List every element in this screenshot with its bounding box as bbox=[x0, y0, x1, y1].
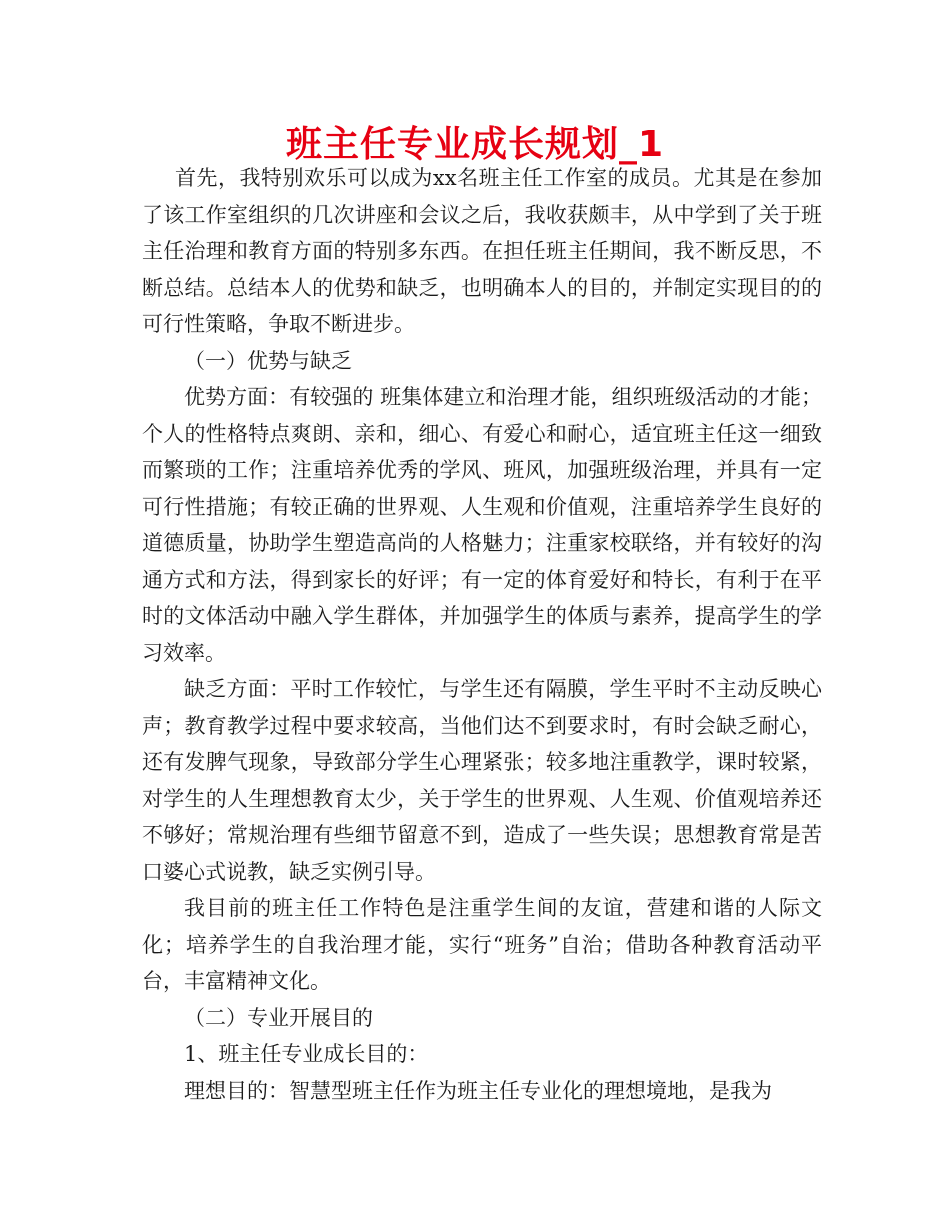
intro-paragraph: 首先，我特别欢乐可以成为xx名班主任工作室的成员。尤其是在参加了该工作室组织的几次讲座和会议之后，我收获颇丰，从中学到了关于班主任治理和教育方面的特别多东西。在担任班主任期间，我不断反思，不断总结。总结本人的优势和缺乏，也明确本人的目的，并制定实现目的的可行性策略，争取不断进步。 bbox=[142, 166, 822, 336]
features-paragraph: 我目前的班主任工作特色是注重学生间的友谊，营建和谐的人际文化；培养学生的自我治理才能，实行“班务”自治；借助各种教育活动平台，丰富精神文化。 bbox=[142, 896, 822, 993]
strengths-paragraph: 优势方面：有较强的 班集体建立和治理才能，组织班级活动的才能；个人的性格特点爽朗、亲和，细心、有爱心和耐心，适宜班主任这一细致而繁琐的工作；注重培养优秀的学风、班风，加强班级治理，并具有一定可行性措施；有较正确的世界观、人生观和价值观，注重培养学生良好的道德质量，协助学生塑造高尚的人格魅力；注重家校联络，并有较好的沟通方式和方法，得到家长的好评；有一定的体育爱好和特长，有利于在平时的文体活动中融入学生群体，并加强学生的体质与素养，提高学生的学习效率。 bbox=[142, 385, 822, 665]
section-heading-goals: （二）专业开展目的 bbox=[184, 1005, 373, 1030]
ideal-goal-paragraph: 理想目的：智慧型班主任作为班主任专业化的理想境地，是我为 bbox=[184, 1078, 772, 1103]
document-title: 班主任专业成长规划_1 bbox=[285, 124, 665, 165]
weaknesses-paragraph: 缺乏方面：平时工作较忙，与学生还有隔膜，学生平时不主动反映心声；教育教学过程中要求较高，当他们达不到要求时，有时会缺乏耐心，还有发脾气现象，导致部分学生心理紧张；较多地注重教学，课时较紧，对学生的人生理想教育太少，关于学生的世界观、人生观、价值观培养还不够好；常规治理有些细节留意不到，造成了一些失误；思想教育常是苦口婆心式说教，缺乏实例引导。 bbox=[142, 677, 822, 884]
section-heading-strengths-weaknesses: （一）优势与缺乏 bbox=[184, 348, 352, 373]
subheading-growth-goal: 1、班主任专业成长目的： bbox=[184, 1042, 429, 1066]
document-body bbox=[142, 160, 822, 1109]
